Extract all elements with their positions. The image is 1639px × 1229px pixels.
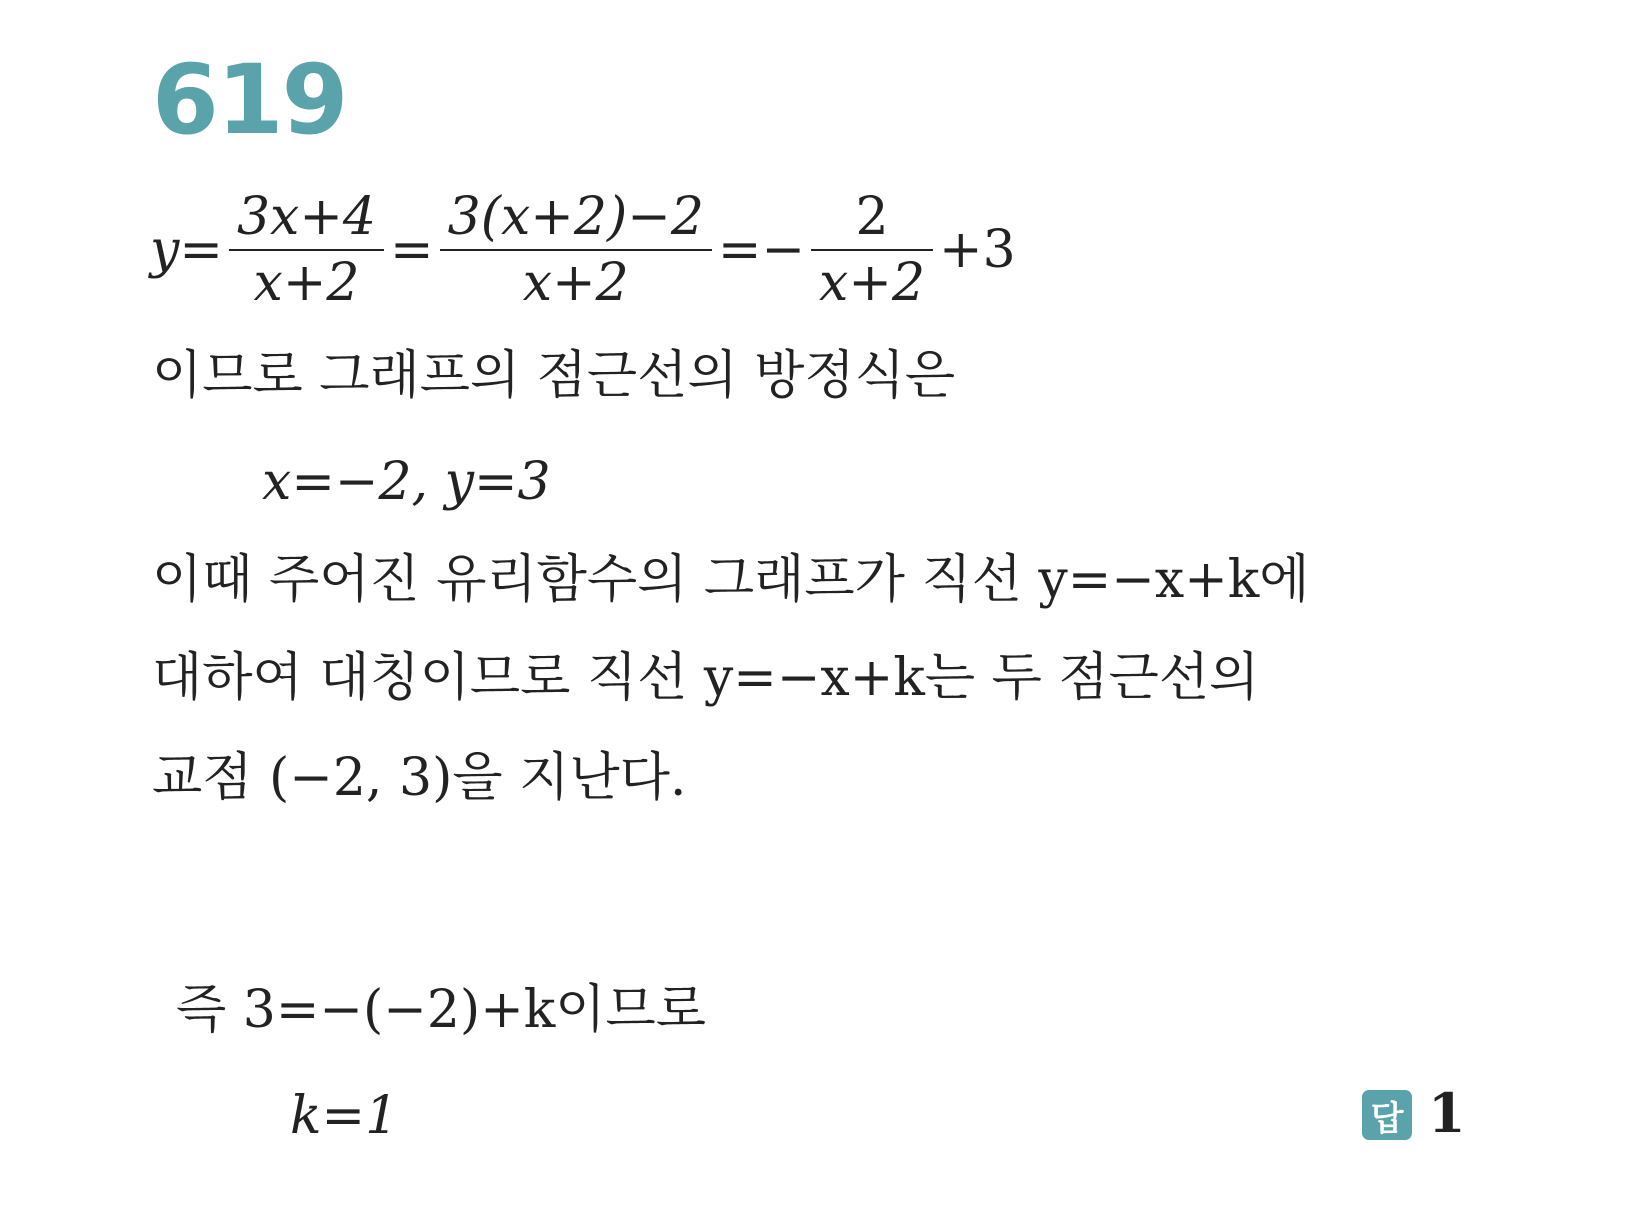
answer-badge: 답: [1362, 1090, 1412, 1140]
text-line-6: 즉 3=−(−2)+k이므로: [176, 980, 706, 1040]
equals-sign-1: =: [390, 220, 434, 280]
equation-tail: +3: [939, 220, 1016, 280]
fraction-2: [440, 185, 712, 315]
answer-value: 1: [1428, 1081, 1466, 1145]
problem-number: 619: [152, 44, 347, 156]
fraction-1-numerator: 3x+4: [236, 187, 377, 247]
fraction-2-numerator: 3(x+2)−2: [447, 187, 704, 247]
fraction-1: [229, 185, 384, 315]
text-line-5: 교점 (−2, 3)을 지난다.: [152, 748, 687, 808]
equation-lhs: y=: [150, 220, 223, 280]
fraction-2-denominator: x+2: [522, 253, 629, 313]
fraction-3-denominator: x+2: [819, 253, 926, 313]
text-line-1: 이므로 그래프의 점근선의 방정식은: [152, 346, 956, 406]
text-line-3: 이때 주어진 유리함수의 그래프가 직선 y=−x+k에: [152, 550, 1310, 610]
equation: [150, 180, 1016, 320]
text-line-4: 대하여 대칭이므로 직선 y=−x+k는 두 점근선의: [152, 648, 1260, 708]
fraction-3: [811, 185, 933, 315]
fraction-1-denominator: x+2: [253, 253, 360, 313]
fraction-3-numerator: 2: [855, 187, 889, 247]
equals-minus-sign: =−: [717, 220, 806, 280]
result-equation: k=1: [290, 1086, 399, 1146]
asymptote-equations: x=−2, y=3: [262, 452, 551, 512]
